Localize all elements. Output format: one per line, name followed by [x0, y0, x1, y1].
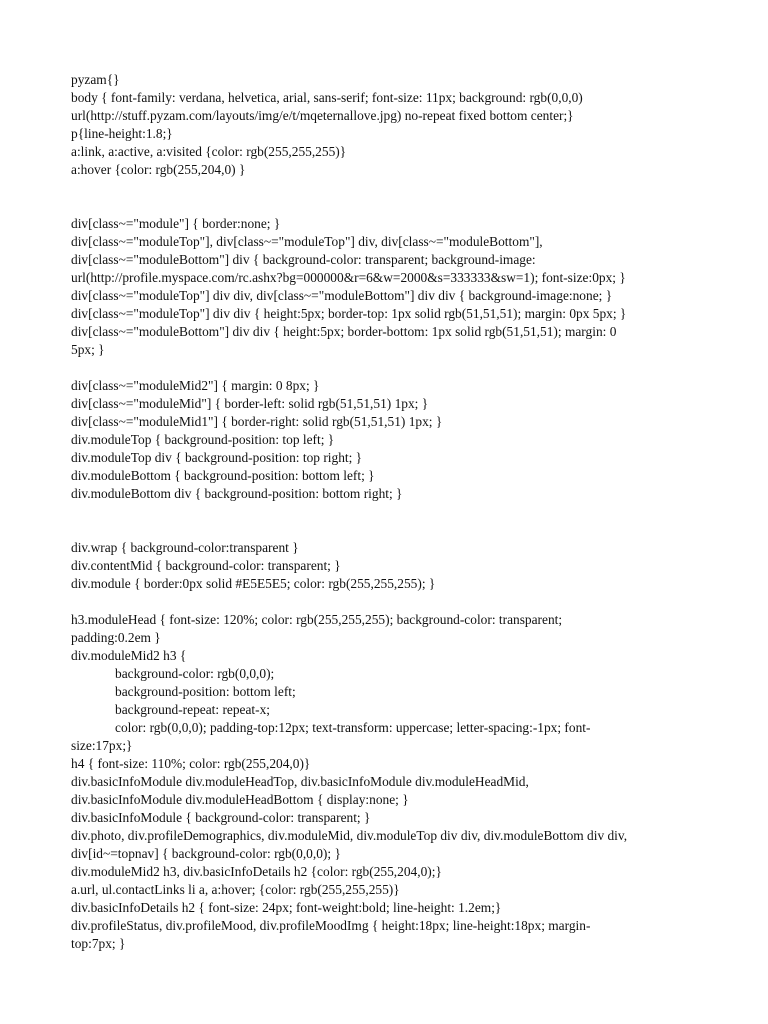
code-line: 5px; }: [71, 342, 105, 357]
code-line: size:17px;}: [71, 738, 133, 753]
code-line: p{line-height:1.8;}: [71, 126, 173, 141]
code-line: div.moduleBottom { background-position: bottom left; }: [71, 468, 375, 483]
code-line: div.moduleMid2 h3 {: [71, 648, 187, 663]
code-line-indented: background-color: rgb(0,0,0);: [115, 666, 275, 681]
code-line: div.moduleTop div { background-position: top right; }: [71, 450, 363, 465]
code-line-indented: background-repeat: repeat-x;: [115, 702, 271, 717]
blank-lines: [71, 503, 711, 539]
code-line: div[class~="moduleMid"] { border-left: solid rgb(51,51,51) 1px; }: [71, 396, 429, 411]
code-line: div[class~="moduleBottom"] div { background-color: transparent; background-image:: [71, 252, 536, 267]
code-line: url(http://profile.myspace.com/rc.ashx?bg=000000&r=6&w=2000&s=333333&sw=1); font-size:0px; }: [71, 270, 626, 285]
code-line: div.profileStatus, div.profileMood, div.profileMoodImg { height:18px; line-height:18px; margin-: [71, 918, 591, 933]
code-line: h3.moduleHead { font-size: 120%; color: rgb(255,255,255); background-color: transparent;: [71, 612, 563, 627]
code-line: div.basicInfoModule div.moduleHeadBottom { display:none; }: [71, 792, 409, 807]
code-line: url(http://stuff.pyzam.com/layouts/img/e/t/mqeternallove.jpg) no-repeat fixed bottom center;}: [71, 108, 574, 123]
blank-line: [71, 593, 711, 611]
code-line: div.contentMid { background-color: transparent; }: [71, 558, 341, 573]
code-line: padding:0.2em }: [71, 630, 161, 645]
code-line: div.basicInfoModule { background-color: transparent; }: [71, 810, 371, 825]
code-line: div[class~="moduleBottom"] div div { height:5px; border-bottom: 1px solid rgb(51,51,51); margin: 0: [71, 324, 617, 339]
code-line: div.basicInfoDetails h2 { font-size: 24px; font-weight:bold; line-height: 1.2em;}: [71, 900, 502, 915]
code-line: div.wrap { background-color:transparent }: [71, 540, 299, 555]
code-line: a.url, ul.contactLinks li a, a:hover; {color: rgb(255,255,255)}: [71, 882, 400, 897]
code-line: div.moduleBottom div { background-position: bottom right; }: [71, 486, 403, 501]
code-line: div[class~="module"] { border:none; }: [71, 216, 281, 231]
code-line: div.moduleMid2 h3, div.basicInfoDetails h2 {color: rgb(255,204,0);}: [71, 864, 442, 879]
code-line: div.basicInfoModule div.moduleHeadTop, div.basicInfoModule div.moduleHeadMid,: [71, 774, 529, 789]
code-line: body { font-family: verdana, helvetica, arial, sans-serif; font-size: 11px; background: rgb(0,0,0): [71, 90, 583, 105]
css-document: [71, 71, 711, 953]
code-line-indented: color: rgb(0,0,0); padding-top:12px; text-transform: uppercase; letter-spacing:-1px; font-: [115, 720, 591, 735]
blank-lines: [71, 179, 711, 215]
code-line: h4 { font-size: 110%; color: rgb(255,204,0)}: [71, 756, 311, 771]
code-line: div[class~="moduleMid1"] { border-right: solid rgb(51,51,51) 1px; }: [71, 414, 443, 429]
code-line: div[id~=topnav] { background-color: rgb(0,0,0); }: [71, 846, 341, 861]
code-line: div.photo, div.profileDemographics, div.moduleMid, div.moduleTop div div, div.moduleBottom div div,: [71, 828, 628, 843]
code-line: pyzam{}: [71, 72, 120, 87]
code-line: a:hover {color: rgb(255,204,0) }: [71, 162, 246, 177]
code-line: div[class~="moduleTop"], div[class~="moduleTop"] div, div[class~="moduleBottom"],: [71, 234, 543, 249]
code-line-indented: background-position: bottom left;: [115, 684, 296, 699]
code-line: div.module { border:0px solid #E5E5E5; color: rgb(255,255,255); }: [71, 576, 436, 591]
code-line: div[class~="moduleTop"] div div { height:5px; border-top: 1px solid rgb(51,51,51); margin: 0px 5px; }: [71, 306, 627, 321]
code-line: a:link, a:active, a:visited {color: rgb(255,255,255)}: [71, 144, 347, 159]
css-block-wrap-rules: [71, 539, 711, 593]
blank-line: [71, 359, 711, 377]
css-block-heading-rules: [71, 611, 711, 953]
code-line: top:7px; }: [71, 936, 126, 951]
css-block-body-rules: [71, 71, 711, 179]
code-line: div[class~="moduleTop"] div div, div[class~="moduleBottom"] div div { background-image:none; }: [71, 288, 613, 303]
css-block-module-mid-rules: [71, 377, 711, 503]
css-block-module-rules: [71, 215, 711, 359]
code-line: div.moduleTop { background-position: top left; }: [71, 432, 335, 447]
code-line: div[class~="moduleMid2"] { margin: 0 8px; }: [71, 378, 320, 393]
